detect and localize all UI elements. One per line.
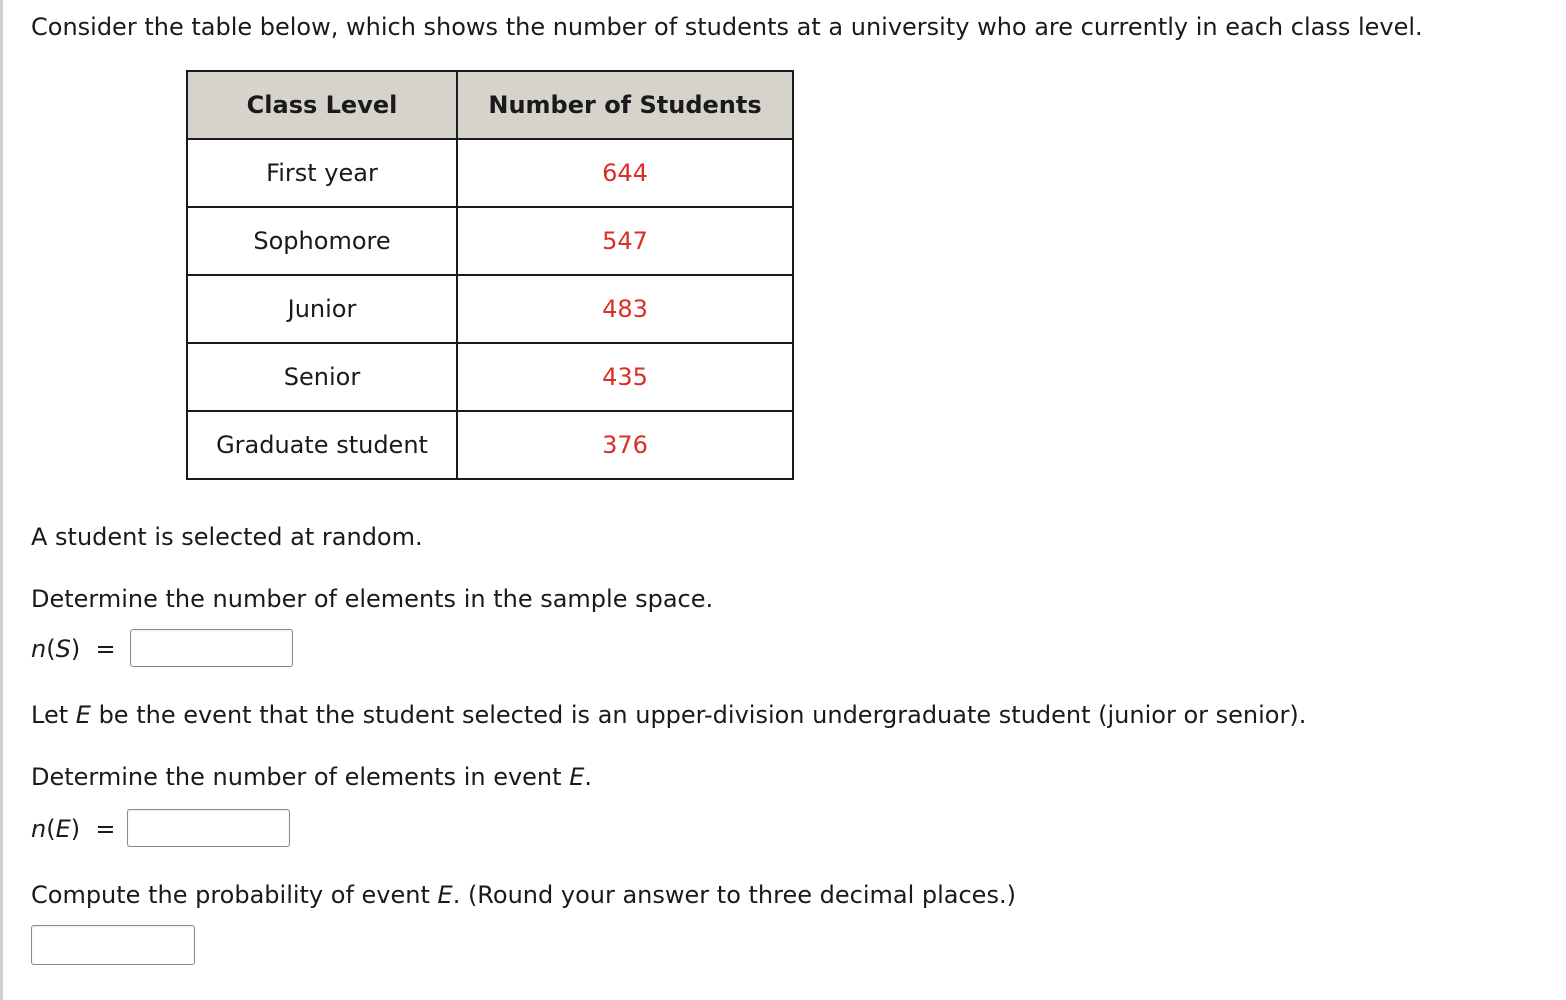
event-count-input[interactable] bbox=[127, 809, 290, 847]
student-count-cell: 435 bbox=[457, 343, 793, 411]
probability-prompt-after: . (Round your answer to three decimal places.) bbox=[452, 881, 1016, 909]
n-e-label: n(E) = bbox=[31, 815, 116, 843]
event-def-after: be the event that the student selected is an upper-division undergraduate student (junior or senior). bbox=[90, 701, 1307, 729]
class-level-cell: Senior bbox=[187, 343, 457, 411]
student-count-cell: 376 bbox=[457, 411, 793, 479]
n-s-fn: n bbox=[31, 635, 47, 663]
header-class-level: Class Level bbox=[187, 71, 457, 139]
event-def-before: Let bbox=[31, 701, 76, 729]
event-count-prompt-after: . bbox=[584, 763, 592, 791]
probability-prompt bbox=[31, 880, 1016, 910]
n-s-label: n(S) = bbox=[31, 635, 116, 663]
n-s-var: S bbox=[55, 635, 71, 663]
sample-space-prompt: Determine the number of elements in the sample space. bbox=[31, 585, 714, 613]
event-count-prompt-before: Determine the number of elements in event bbox=[31, 763, 570, 791]
class-level-cell: Graduate student bbox=[187, 411, 457, 479]
selection-text: A student is selected at random. bbox=[31, 523, 423, 551]
probability-prompt-var: E bbox=[437, 881, 453, 909]
table-row bbox=[187, 343, 793, 411]
table-row bbox=[187, 139, 793, 207]
n-e-var: E bbox=[55, 815, 71, 843]
table-row bbox=[187, 411, 793, 479]
event-definition bbox=[31, 700, 1306, 730]
class-level-cell: First year bbox=[187, 139, 457, 207]
student-count-cell: 644 bbox=[457, 139, 793, 207]
class-level-table bbox=[186, 70, 794, 480]
intro-text: Consider the table below, which shows the number of students at a university who are currently in each class level. bbox=[31, 13, 1423, 41]
n-e-fn: n bbox=[31, 815, 47, 843]
table-row bbox=[187, 275, 793, 343]
left-border bbox=[0, 0, 3, 1000]
event-count-prompt-var: E bbox=[569, 763, 585, 791]
header-number-of-students: Number of Students bbox=[457, 71, 793, 139]
probability-input[interactable] bbox=[31, 925, 195, 965]
table-header-row bbox=[187, 71, 793, 139]
class-level-cell: Sophomore bbox=[187, 207, 457, 275]
student-count-cell: 483 bbox=[457, 275, 793, 343]
class-level-cell: Junior bbox=[187, 275, 457, 343]
student-count-cell: 547 bbox=[457, 207, 793, 275]
table-row bbox=[187, 207, 793, 275]
event-def-var: E bbox=[75, 701, 91, 729]
event-count-prompt bbox=[31, 762, 592, 792]
probability-prompt-before: Compute the probability of event bbox=[31, 881, 438, 909]
sample-space-input[interactable] bbox=[130, 629, 293, 667]
